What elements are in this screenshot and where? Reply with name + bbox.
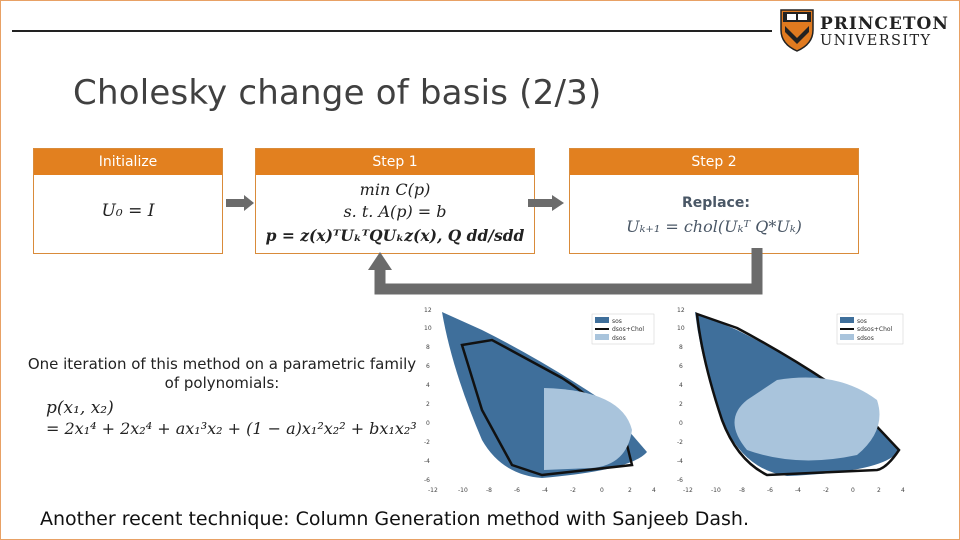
step1-body [256, 175, 534, 252]
step1-parametrization: p = z(x)ᵀUₖᵀQUₖz(x), Q dd/sdd [265, 226, 525, 245]
method-description: One iteration of this method on a parametric family of polynomials: [27, 355, 417, 392]
initialize-body [34, 175, 222, 252]
y-tick: 12 [677, 307, 685, 314]
legend-label: sdsos [857, 335, 874, 342]
x-tick: -12 [683, 487, 693, 494]
legend-label: sos [612, 318, 622, 325]
logo-line-princeton: PRINCETON [820, 14, 949, 34]
step2-header: Step 2 [570, 149, 858, 175]
arrow-right-icon [226, 195, 256, 211]
y-tick: 10 [424, 325, 432, 332]
slide-footer: Another recent technique: Column Generation method with Sanjeeb Dash. [40, 508, 749, 530]
x-tick: 4 [652, 487, 656, 494]
y-tick: 4 [679, 382, 683, 389]
loop-back-arrow-icon [368, 246, 768, 296]
y-axis-ticks [424, 307, 432, 484]
x-tick: -10 [711, 487, 721, 494]
step2-body [570, 175, 858, 252]
x-tick: -8 [486, 487, 492, 494]
title-rule [12, 30, 772, 32]
y-tick: 6 [679, 363, 683, 370]
x-tick: 4 [901, 487, 905, 494]
y-tick: -2 [677, 439, 683, 446]
y-tick: 2 [679, 401, 683, 408]
y-tick: 10 [677, 325, 685, 332]
x-tick: 0 [851, 487, 855, 494]
step1-constraint: s. t. A(p) = b [343, 202, 447, 221]
legend-label: dsos [612, 335, 626, 342]
y-tick: 8 [426, 344, 430, 351]
step2-replace-label: Replace: [682, 195, 750, 211]
x-tick: -2 [823, 487, 829, 494]
legend-label: sos [857, 318, 867, 325]
step1-objective: min C(p) [359, 180, 431, 199]
polynomial-line2: = 2x₁⁴ + 2x₂⁴ + ax₁³x₂ + (1 − a)x₁²x₂² + bx₁x₂³ [46, 419, 417, 438]
y-tick: -2 [424, 439, 430, 446]
y-tick: -6 [677, 477, 683, 484]
initialize-box [33, 148, 223, 254]
y-tick: 12 [424, 307, 432, 314]
step2-formula: Uₖ₊₁ = chol(Uₖᵀ Q*Uₖ) [626, 217, 802, 236]
x-tick: 0 [600, 487, 604, 494]
step2-box [569, 148, 859, 254]
slide-title: Cholesky change of basis (2/3) [73, 73, 602, 113]
y-tick: 2 [426, 401, 430, 408]
y-tick: 0 [679, 420, 683, 427]
x-axis-ticks [428, 487, 656, 494]
x-tick: -8 [739, 487, 745, 494]
plot-dsos [422, 300, 662, 495]
plot-legend [837, 314, 903, 344]
arrow-right-icon [528, 195, 566, 211]
princeton-logo [779, 6, 954, 52]
y-tick: -4 [677, 458, 683, 465]
x-tick: -12 [428, 487, 438, 494]
y-axis-ticks [677, 307, 685, 484]
princeton-shield-icon [779, 6, 815, 52]
x-tick: -10 [458, 487, 468, 494]
y-tick: -4 [424, 458, 430, 465]
x-tick: -6 [767, 487, 773, 494]
initialize-header: Initialize [34, 149, 222, 175]
y-tick: 4 [426, 382, 430, 389]
legend-label: sdsos+Chol [857, 326, 893, 333]
x-tick: -4 [542, 487, 548, 494]
x-axis-ticks [683, 487, 905, 494]
x-tick: -4 [795, 487, 801, 494]
x-tick: 2 [628, 487, 632, 494]
plot-sdsos [677, 300, 912, 495]
plot-legend [592, 314, 654, 344]
initialize-formula: U₀ = I [101, 201, 155, 221]
y-tick: 8 [679, 344, 683, 351]
y-tick: 6 [426, 363, 430, 370]
step1-box [255, 148, 535, 254]
legend-label: dsos+Chol [612, 326, 645, 333]
x-tick: -2 [570, 487, 576, 494]
y-tick: -6 [424, 477, 430, 484]
polynomial-line1: p(x₁, x₂) [46, 398, 114, 418]
x-tick: -6 [514, 487, 520, 494]
logo-line-university: UNIVERSITY [820, 33, 932, 49]
x-tick: 2 [877, 487, 881, 494]
step1-header: Step 1 [256, 149, 534, 175]
y-tick: 0 [426, 420, 430, 427]
